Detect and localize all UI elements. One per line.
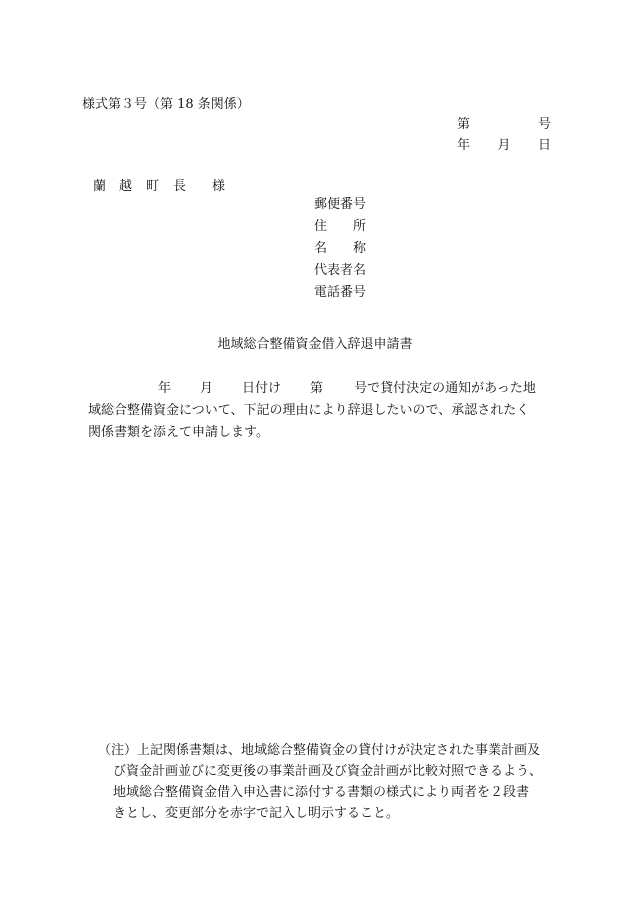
date-day-label: 日 (537, 138, 551, 153)
applicant-address-label (314, 220, 366, 242)
document-number-field (457, 118, 551, 131)
body-number-start: 第 (310, 381, 324, 396)
addressee (93, 180, 225, 193)
body-number-rest: 号で貸付決定の通知があった地 (354, 381, 536, 396)
date-year-label: 年 (457, 138, 471, 153)
addressee-char: 町 (146, 179, 160, 194)
note-line-2: び資金計画並びに変更後の事業計画及び資金計画が比較対照できるよう、 (113, 764, 543, 779)
note-line-1: （注）上記関係書類は、地域総合整備資金の貸付けが決定された事業計画及 (98, 743, 541, 758)
address-label (314, 220, 366, 242)
number-label-end: 号 (537, 117, 551, 132)
addressee-char: 長 (173, 179, 187, 194)
body-line-1 (88, 378, 558, 400)
postal-code-label: 郵便番号 (314, 197, 367, 212)
note-line-4: きとし、変更部分を赤字で記入し明示すること。 (113, 806, 400, 821)
applicant-postal-code-label (314, 198, 366, 220)
date-month-label: 月 (497, 138, 511, 153)
phone-label: 電話番号 (314, 285, 367, 300)
application-body (88, 378, 558, 444)
body-year: 年 (158, 381, 172, 396)
applicant-phone-label (314, 286, 366, 308)
name-label (314, 242, 366, 264)
applicant-block (314, 198, 366, 308)
body-line-3: 関係書類を添えて申請します。 (88, 425, 269, 440)
note (98, 740, 558, 824)
name-label-b: 称 (352, 241, 366, 256)
body-month: 月 (200, 381, 214, 396)
body-line-2: 域総合整備資金について、下記の理由により辞退したいので、承認されたく (88, 403, 530, 418)
document-date-field (457, 139, 551, 152)
applicant-name-label (314, 242, 366, 264)
name-label-a: 名 (314, 241, 328, 256)
addressee-char: 越 (119, 179, 133, 194)
address-label-b: 所 (352, 219, 366, 234)
addressee-char: 様 (212, 179, 226, 194)
address-label-a: 住 (314, 219, 328, 234)
document-title: 地域総合整備資金借入辞退申請書 (217, 337, 413, 352)
note-line-3: 地域総合整備資金借入申込書に添付する書類の様式により両者を２段書 (113, 785, 530, 800)
representative-label: 代表者名 (314, 263, 367, 278)
form-number: 様式第３号（第 18 条関係） (82, 97, 250, 112)
addressee-char: 蘭 (93, 179, 107, 194)
body-day: 日付け (242, 381, 282, 396)
number-label-start: 第 (457, 117, 471, 132)
applicant-representative-label (314, 264, 366, 286)
